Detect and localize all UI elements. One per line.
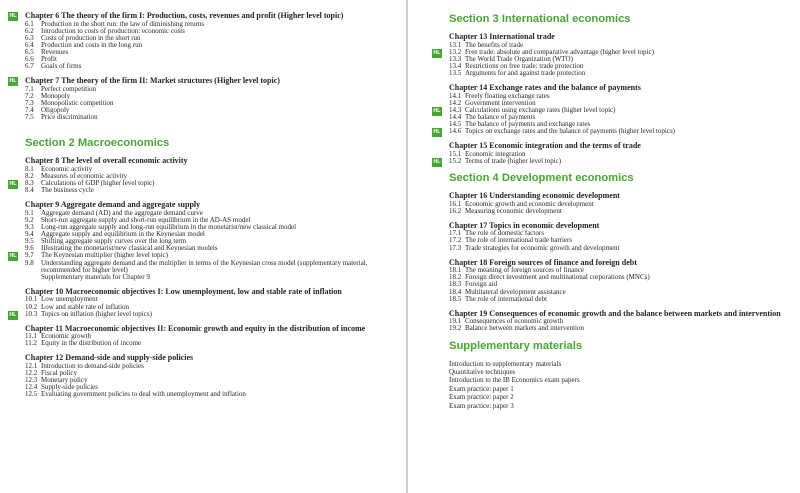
entry-number: 7.5 (25, 113, 34, 122)
entry-title: Calculations using exchange rates (higher level topic) (465, 105, 616, 114)
chapter-title: Chapter 7 The theory of the firm II: Market structures (Higher level topic) HL (9, 76, 280, 86)
hl-badge: HL (433, 49, 441, 56)
entry-title: Fiscal policy (41, 369, 77, 378)
toc-entry (25, 260, 396, 274)
section-heading: Section 4 Development economics (449, 172, 634, 184)
entry-title: Consequences of economic growth (465, 317, 564, 326)
entry-title: Terms of trade (higher level topic) (465, 156, 562, 165)
entry-number: 9.6 (25, 244, 34, 253)
entry-number: 14.1 (449, 91, 462, 100)
entry-title: Measuring economic development (465, 206, 562, 215)
entry-title: Economic growth and economic development (465, 199, 594, 208)
toc-entry (449, 70, 792, 77)
entry-number: 19.2 (449, 324, 462, 333)
entry-number: 8.3 (25, 179, 34, 188)
entry-title: Long-run aggregate supply and long-run equilibrium in the monetarist/new classical model (41, 223, 297, 232)
chapter-title: Chapter 10 Macroeconomic objectives I: Low unemployment, low and stable rate of inflation (25, 286, 342, 296)
chapter-title: Chapter 8 The level of overall economic activity (25, 156, 188, 166)
toc-entry (25, 187, 396, 194)
entry-title: The meaning of foreign sources of finance (465, 266, 584, 275)
entry-number: 18.5 (449, 294, 462, 303)
entry-title: Trade strategies for economic growth and development (465, 243, 620, 252)
chapter-title: Chapter 18 Foreign sources of finance and foreign debt (449, 257, 637, 267)
entry-title: Freely floating exchange rates (465, 91, 550, 100)
entry-title: Measures of economic activity (41, 172, 128, 180)
entry-title: Multilateral development assistance (465, 287, 566, 296)
entry-title: Economic growth (41, 332, 91, 341)
chapter-block (9, 156, 396, 195)
chapter-title: Chapter 13 International trade (449, 32, 555, 41)
entry-title: The role of international debt (465, 294, 548, 303)
page-divider (406, 0, 408, 493)
entry-number: 8.2 (25, 172, 34, 180)
entry-number: 6.5 (25, 47, 34, 56)
toc-entry (433, 127, 792, 136)
hl-badge: HL (9, 78, 17, 85)
chapter-title: Chapter 9 Aggregate demand and aggregate supply (25, 200, 201, 210)
entry-title: Costs of production in the short run (41, 33, 141, 42)
entry-number: 14.5 (449, 120, 462, 129)
entry-number: 14.2 (449, 98, 462, 107)
entry-title: Monopoly (41, 91, 71, 100)
chapter-title: Chapter 15 Economic integration and the terms of trade (449, 141, 641, 151)
entry-number: 10.3 (25, 309, 38, 318)
list-item: Exam practice: paper 1 (449, 384, 514, 393)
entry-number: 16.1 (449, 199, 462, 208)
entry-number: 6.7 (25, 62, 34, 71)
entry-number: 18.2 (449, 273, 462, 282)
entry-number: 11.1 (25, 332, 37, 341)
toc-entry (25, 63, 396, 70)
entry-title: Government intervention (465, 98, 536, 107)
entry-title: Introduction to costs of production: economic costs (41, 26, 185, 35)
entry-number: 9.1 (25, 208, 34, 217)
entry-number (25, 274, 41, 281)
toc-entry (25, 363, 396, 370)
chapter-title: Chapter 6 The theory of the firm I: Production, costs, revenues and profit (Higher level topic) HL (9, 11, 344, 20)
entry-title: The benefits of trade (465, 40, 524, 49)
chapter-block (449, 310, 792, 333)
entry-number: 9.4 (25, 230, 34, 239)
chapter-block (9, 200, 396, 281)
chapter-title: Chapter 19 Consequences of economic growth and the balance between markets and intervention (449, 308, 781, 318)
chapter-title: Chapter 12 Demand-side and supply-side policies (25, 353, 194, 363)
hl-badge: HL (9, 253, 17, 260)
toc-entry (433, 156, 792, 165)
right-page (412, 0, 800, 493)
toc-entry (449, 245, 792, 252)
hl-badge: HL (433, 158, 441, 165)
entry-number: 12.3 (25, 376, 38, 385)
entry-title: Supplementary materials for Chapter 9 (41, 272, 150, 281)
entry-number: 7.2 (25, 91, 34, 100)
list-item: Quantitative techniques (449, 367, 516, 376)
entry-number: 6.2 (25, 26, 34, 35)
entry-title: Economic activity (41, 164, 93, 173)
entry-number: 12.2 (25, 369, 38, 378)
entry-title: Foreign aid (465, 280, 498, 289)
toc-entry (9, 309, 396, 318)
chapter-title: Chapter 17 Topics in economic development (449, 220, 600, 230)
entry-number: 6.3 (25, 33, 34, 42)
entry-number: 6.1 (25, 19, 34, 28)
entry-title: The balance of payments (465, 112, 536, 121)
entry-number: 18.1 (449, 266, 462, 275)
entry-number: 15.2 (449, 156, 462, 165)
entry-title: Foreign direct investment and multinational corporations (MNCs) (465, 273, 650, 282)
entry-title: Topics on inflation (higher level topics) (41, 309, 152, 318)
toc-entry (25, 114, 396, 121)
entry-title: Oligopoly (41, 106, 70, 115)
entry-number: 10.2 (25, 302, 38, 311)
hl-badge: HL (9, 311, 17, 318)
hl-badge: HL (433, 129, 441, 136)
entry-number: 13.1 (449, 40, 462, 49)
entry-title: Supply-side policies (41, 383, 98, 392)
entry-title: The World Trade Organization (WTO) (465, 54, 573, 63)
entry-title: Revenues (41, 47, 69, 56)
entry-number: 9.3 (25, 223, 34, 232)
hl-badge: HL (9, 181, 17, 188)
entry-title: Introduction to demand-side policies (41, 362, 144, 371)
toc-entry (25, 391, 396, 398)
entry-title: Perfect competition (41, 84, 97, 93)
chapter-block (25, 354, 396, 398)
chapter-block (449, 222, 792, 252)
entry-title: Economic integration (465, 149, 526, 158)
list-item: Exam practice: paper 2 (449, 393, 514, 402)
chapter-block (433, 32, 792, 77)
entry-title: Evaluating government policies to deal with unemployment and inflation (41, 390, 246, 399)
entry-title: Profit (41, 55, 57, 64)
toc-entry (25, 86, 396, 93)
entry-number: 7.4 (25, 106, 34, 115)
list-item: Introduction to the IB Economics exam papers (449, 376, 580, 385)
toc-entry (25, 49, 396, 56)
entry-number: 13.3 (449, 54, 462, 63)
hl-badge: HL (433, 107, 441, 114)
section-heading: Section 3 International economics (449, 13, 631, 25)
entry-number: 14.6 (449, 127, 462, 136)
entry-title: Monetary policy (41, 376, 88, 385)
entry-title: Equity in the distribution of income (41, 339, 142, 348)
entry-number: 13.5 (449, 68, 462, 77)
entry-title: Aggregate demand (AD) and the aggregate demand curve (41, 208, 203, 217)
entry-number: 6.4 (25, 40, 34, 49)
entry-number: 17.2 (449, 236, 462, 245)
entry-title: Free trade: absolute and comparative advantage (higher level topic) (465, 47, 654, 56)
entry-number: 13.4 (449, 61, 462, 70)
list-item: Introduction to supplementary materials (449, 359, 562, 368)
toc-entry (25, 100, 396, 107)
supplementary-list (449, 360, 792, 410)
entry-title: The role of international trade barriers (465, 236, 573, 245)
list-item: Exam practice: paper 3 (449, 401, 514, 410)
entry-number: 18.4 (449, 287, 462, 296)
entry-number: 12.1 (25, 362, 38, 371)
toc-entry (25, 274, 396, 281)
entry-title: Restrictions on free trade: trade protection (465, 61, 584, 70)
chapter-block (449, 259, 792, 303)
entry-number: 7.3 (25, 99, 34, 108)
entry-number: 12.5 (25, 390, 38, 399)
toc-entry (25, 42, 396, 49)
entry-number: 8.4 (25, 186, 34, 195)
entry-number: 6.6 (25, 55, 34, 64)
entry-title: Balance between markets and intervention (465, 324, 584, 333)
entry-title: Goals of firms (41, 62, 82, 71)
chapter-title: Chapter 16 Understanding economic development (449, 191, 620, 200)
entry-title: Arguments for and against trade protection (465, 68, 586, 77)
entry-title: Calculations of GDP (higher level topic) (41, 179, 155, 188)
entry-number: 15.1 (449, 149, 462, 158)
chapter-block (449, 192, 792, 215)
entry-title: Production in the short run: the law of diminishing returns (41, 19, 205, 28)
entry-title: Aggregate supply and equilibrium in the Keynesian model (41, 230, 205, 239)
chapter-title: Chapter 11 Macroeconomic objectives II: Economic growth and equity in the distribution of income (25, 323, 366, 333)
chapter-block (433, 141, 792, 165)
entry-number: 11.2 (25, 339, 37, 348)
entry-title: Topics on exchange rates and the balance of payments (higher level topics) (465, 127, 676, 136)
entry-title: Shifting aggregate supply curves over the long term (41, 237, 187, 246)
entry-number: 17.3 (449, 243, 462, 252)
entry-number: 9.8 (25, 258, 34, 267)
chapter-block (9, 76, 396, 122)
entry-number: 18.3 (449, 280, 462, 289)
entry-number: 10.1 (25, 295, 38, 304)
toc-entry (449, 296, 792, 303)
entry-number: 9.2 (25, 215, 34, 224)
entry-title: Production and costs in the long run (41, 40, 143, 49)
entry-title: Monopolistic competition (41, 99, 114, 108)
chapter-block (9, 286, 396, 318)
section-heading: Supplementary materials (449, 339, 583, 352)
entry-number: 13.2 (449, 47, 462, 56)
chapter-block (9, 11, 396, 71)
entry-number: 19.1 (449, 317, 462, 326)
entry-number: 9.5 (25, 237, 34, 246)
entry-title: Understanding aggregate demand and the multiplier in terms of the Keynesian cross model (supplementary material, recommended for higher level) (41, 258, 368, 274)
entry-number: 8.1 (25, 164, 34, 173)
toc-entry (449, 208, 792, 215)
toc-entry (25, 340, 396, 347)
entry-number: 16.2 (449, 206, 462, 215)
entry-number: 7.1 (25, 84, 34, 93)
entry-number: 9.7 (25, 251, 34, 260)
entry-title: Illustrating the monetarist/new classical and Keynesian models (41, 244, 218, 253)
chapter-block (25, 325, 396, 348)
entry-title: Short-run aggregate supply and short-run equilibrium in the AD-AS model (41, 215, 251, 224)
entry-title: The balance of payments and exchange rates (465, 120, 591, 129)
entry-title: Low and stable rate of inflation (41, 302, 130, 311)
chapter-block (433, 83, 792, 136)
chapter-title: Chapter 14 Exchange rates and the balance of payments (449, 83, 641, 93)
entry-title: The role of domestic factors (465, 229, 544, 238)
entry-number: 14.4 (449, 112, 462, 121)
section-heading: Section 2 Macroeconomics (25, 137, 170, 150)
toc-entry (449, 274, 792, 281)
entry-number: 17.1 (449, 229, 462, 238)
entry-title: The Keynesian multiplier (higher level topic) (41, 251, 168, 260)
entry-number: 14.3 (449, 105, 462, 114)
entry-title: The business cycle (41, 186, 94, 195)
toc-entry (449, 325, 792, 332)
entry-title: Low unemployment (41, 295, 98, 304)
entry-title: Price discrimination (41, 113, 98, 122)
entry-number: 12.4 (25, 383, 38, 392)
hl-badge: HL (9, 13, 17, 19)
